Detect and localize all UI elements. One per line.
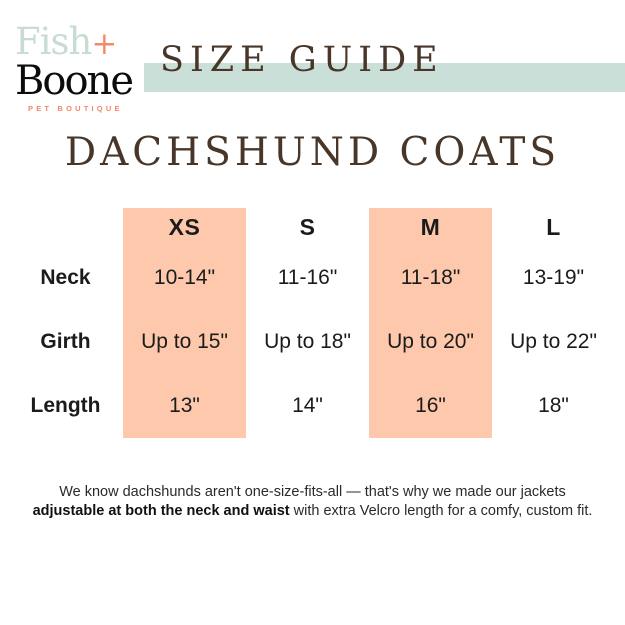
cell-neck-xs: 10-14"	[123, 246, 246, 310]
cell-length-xs: 13"	[123, 374, 246, 438]
logo-word-fish	[15, 20, 155, 63]
cell-neck-l: 13-19"	[522, 266, 585, 289]
page-title: DACHSHUND COATS	[64, 130, 561, 175]
size-col-header-xs: XS	[123, 208, 246, 246]
logo-tagline: PET BOUTIQUE	[28, 104, 123, 113]
size-col-header-m: M	[369, 208, 492, 246]
cell-girth-xs: Up to 15"	[123, 310, 246, 374]
cell-length-l: 18"	[538, 394, 569, 417]
logo-word-boone: Boone	[15, 58, 132, 104]
row-label-girth: Girth	[40, 330, 91, 353]
footnote	[0, 483, 625, 521]
header-title: SIZE GUIDE	[160, 40, 444, 80]
footnote-line1: We know dachshunds aren't one-size-fits-all — that's why we made our jackets	[59, 484, 566, 500]
size-col-header-l: L	[546, 213, 561, 240]
cell-girth-m: Up to 20"	[369, 310, 492, 374]
size-col-header-s: S	[299, 213, 316, 240]
footnote-bold-phrase: adjustable at both the neck and waist	[32, 503, 290, 519]
brand-logo	[15, 20, 155, 113]
logo-fish-text: Fish	[15, 20, 92, 63]
cell-girth-s: Up to 18"	[264, 330, 351, 353]
row-label-length: Length	[30, 394, 101, 417]
cell-length-m: 16"	[369, 374, 492, 438]
cell-length-s: 14"	[292, 394, 323, 417]
cell-girth-l: Up to 22"	[510, 330, 597, 353]
cell-neck-s: 11-16"	[277, 266, 338, 289]
row-label-neck: Neck	[40, 266, 91, 289]
size-table	[8, 208, 615, 438]
table-corner-cell	[8, 208, 123, 246]
logo-plus-sign: +	[91, 26, 117, 62]
cell-neck-m: 11-18"	[369, 246, 492, 310]
footnote-line2-rest: with extra Velcro length for a comfy, custom fit.	[289, 503, 593, 519]
